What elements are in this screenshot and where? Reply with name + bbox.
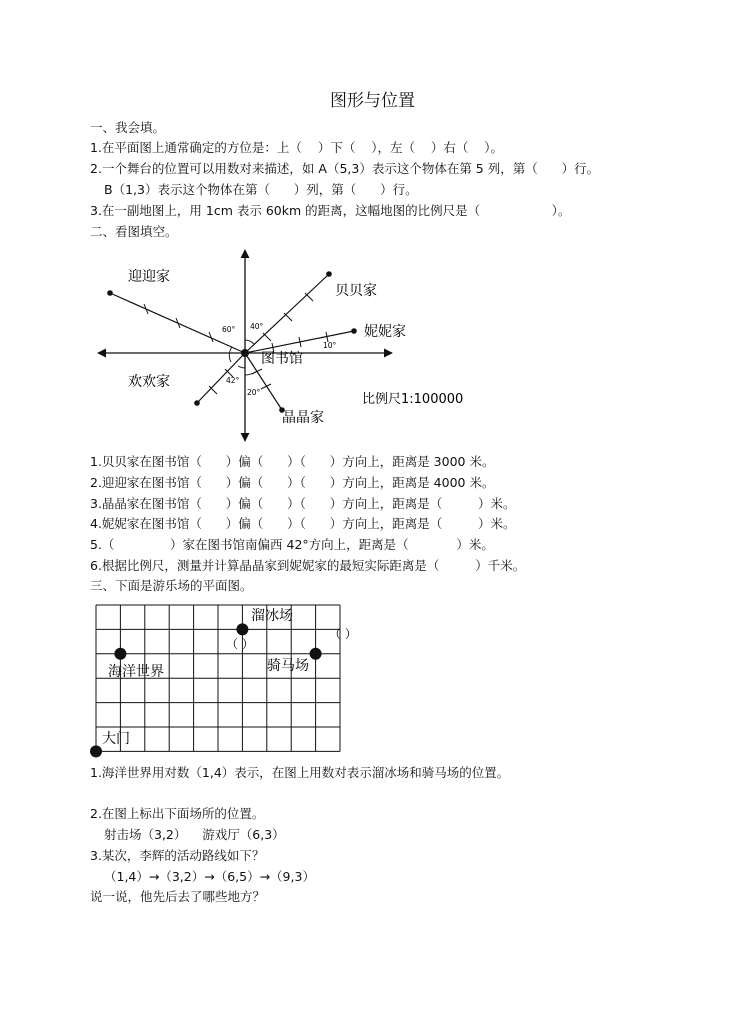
ice-rink-point — [236, 623, 248, 635]
section2-q3: 3.晶晶家在图书馆（ ）偏（ ）（ ）方向上，距离是（ ）米。 — [90, 496, 516, 511]
section3-q2-items: 射击场（3,2） 游戏厅（6,3） — [104, 827, 285, 842]
label-library: 图书馆 — [261, 351, 303, 367]
label-huanhuan: 欢欢家 — [128, 374, 170, 390]
angle-60: 60° — [222, 325, 236, 334]
section1-q1: 1.在平面图上通常确定的方位是：上（ ）下（ ），左（ ）右（ ）。 — [90, 140, 504, 155]
label-beibei: 贝贝家 — [335, 283, 377, 299]
label-horse-coord: （ ） — [329, 627, 357, 641]
section3-q2: 2.在图上标出下面场所的位置。 — [90, 806, 265, 821]
section3-heading: 三、下面是游乐场的平面图。 — [90, 578, 253, 593]
angle-40: 40° — [250, 322, 264, 331]
section3-q3-ask: 说一说，他先后去了哪些地方？ — [90, 889, 266, 904]
label-jingjing: 晶晶家 — [282, 410, 324, 426]
label-gate: 大门 — [102, 731, 130, 747]
section2-q1: 1.贝贝家在图书馆（ ）偏（ ）（ ）方向上，距离是 3000 米。 — [90, 454, 495, 469]
horse-farm-point — [310, 648, 322, 660]
angle-10: 10° — [323, 341, 337, 350]
section2-q5: 5.（ ）家在图书馆南偏西 42°方向上，距离是（ ）米。 — [90, 537, 494, 552]
ocean-world-point — [114, 648, 126, 660]
gate-point — [90, 745, 102, 757]
section2-q4: 4.妮妮家在图书馆（ ）偏（ ）（ ）方向上，距离是（ ）米。 — [90, 516, 516, 531]
angle-20: 20° — [247, 388, 261, 397]
label-nini: 妮妮家 — [364, 324, 406, 340]
section2-q2: 2.迎迎家在图书馆（ ）偏（ ）（ ）方向上，距离是 4000 米。 — [90, 475, 495, 490]
angle-42: 42° — [226, 376, 240, 385]
section2-q6: 6.根据比例尺，测量并计算晶晶家到妮妮家的最短实际距离是（ ）千米。 — [90, 558, 526, 573]
section1-q3: 3.在一副地图上，用 1cm 表示 60km 的距离，这幅地图的比例尺是（ ）。 — [90, 203, 571, 218]
section3-q3-route: （1,4）→（3,2）→（6,5）→（9,3） — [104, 869, 315, 884]
label-scale: 比例尺1:100000 — [362, 392, 464, 407]
label-ocean-world: 海洋世界 — [108, 664, 164, 680]
page-title: 图形与位置 — [330, 91, 415, 111]
section1-q2b: B（1,3）表示这个物体在第（ ）列，第（ ）行。 — [104, 182, 418, 197]
section3-q1: 1.海洋世界用对数（1,4）表示，在图上用数对表示溜冰场和骑马场的位置。 — [90, 765, 510, 780]
section1-q2a: 2.一个舞台的位置可以用数对来描述，如 A（5,3）表示这个物体在第 5 列，第（ ）行。 — [90, 161, 600, 176]
label-ice-rink-coord: （ ） — [226, 637, 254, 651]
section1-heading: 一、我会填。 — [90, 120, 166, 135]
label-ice-rink: 溜冰场 — [251, 608, 293, 624]
label-yingying: 迎迎家 — [128, 269, 170, 285]
section3-q3: 3.某次，李辉的活动路线如下？ — [90, 848, 265, 863]
section2-heading: 二、看图填空。 — [90, 224, 178, 239]
label-horse-farm: 骑马场 — [267, 658, 309, 674]
